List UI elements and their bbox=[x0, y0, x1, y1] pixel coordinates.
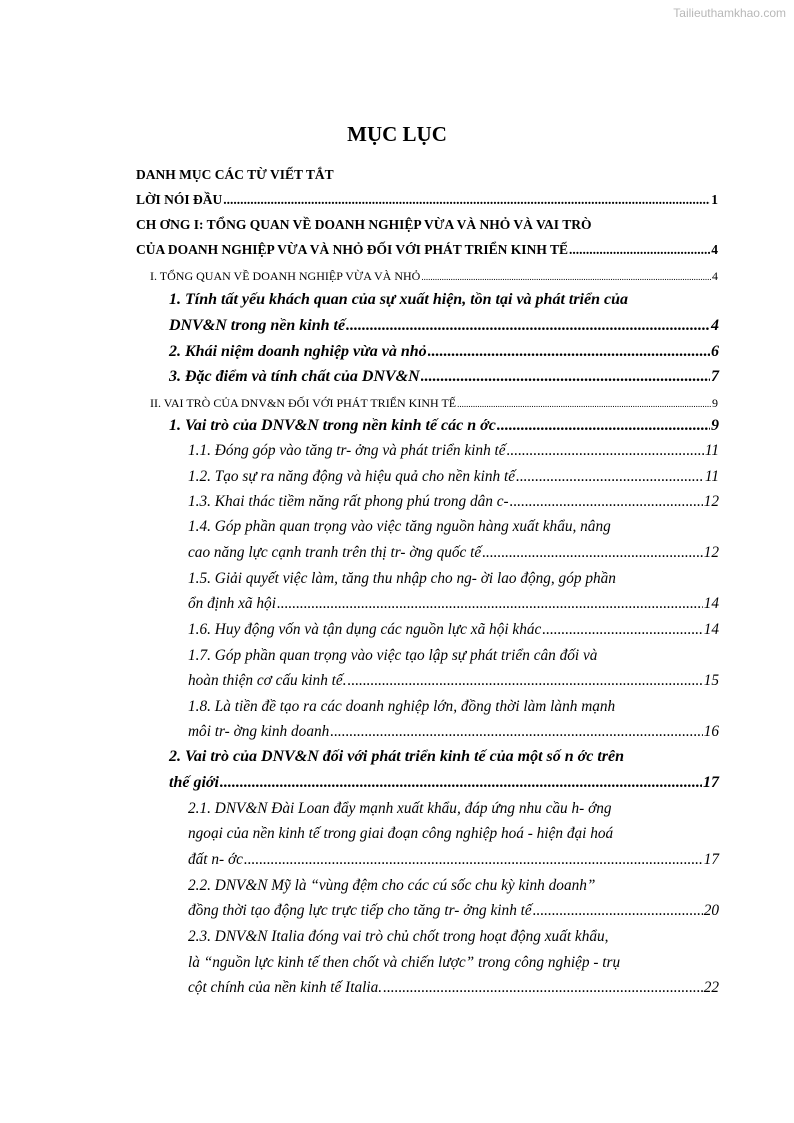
toc-page-number: 4 bbox=[711, 317, 719, 334]
toc-2-2-1-line1[interactable]: 2.1. DNV&N Đài Loan đẩy mạnh xuất khẩu, đáp ứng nhu cầu h- ớng bbox=[188, 800, 612, 817]
toc-2-1-7[interactable] bbox=[188, 669, 719, 693]
toc-page-number: 17 bbox=[703, 774, 719, 791]
toc-entry-text: 1.6. Huy động vốn và tận dụng các nguồn lực xã hội khác bbox=[188, 621, 542, 638]
toc-1-3[interactable] bbox=[169, 365, 719, 389]
toc-entry-text: ổn định xã hội bbox=[188, 595, 276, 612]
toc-page-number: 6 bbox=[711, 343, 719, 360]
toc-2-2-3-line1[interactable]: 2.3. DNV&N Italia đóng vai trò chủ chốt trong hoạt động xuất khẩu, bbox=[188, 928, 609, 945]
toc-entry-text: CỦA DOANH NGHIỆP VỪA VÀ NHỎ ĐỐI VỚI PHÁT TRIỂN KINH TẾ bbox=[136, 242, 568, 257]
toc-chapter1[interactable] bbox=[136, 238, 718, 262]
leader-dots bbox=[277, 592, 703, 616]
toc-section-2[interactable] bbox=[150, 391, 718, 415]
toc-2-1-5[interactable] bbox=[188, 592, 719, 616]
toc-entry-text: I. TỔNG QUAN VỀ DOANH NGHIỆP VỪA VÀ NHỎ bbox=[150, 269, 421, 283]
toc-entry-text: 3. Đặc điểm và tính chất của DNV&N bbox=[169, 368, 420, 385]
toc-entry-text: đồng thời tạo động lực trực tiếp cho tăng tr- ởng kinh tế bbox=[188, 902, 532, 919]
toc-page-number: 4 bbox=[712, 269, 718, 283]
toc-2-2[interactable] bbox=[169, 771, 719, 795]
leader-dots bbox=[223, 188, 710, 212]
toc-entry-text: môi tr- ờng kinh doanh bbox=[188, 723, 330, 740]
toc-page-number: 16 bbox=[703, 723, 719, 740]
toc-2-2-2-line1[interactable]: 2.2. DNV&N Mỹ là “vùng đệm cho các cú sốc chu kỳ kinh doanh” bbox=[188, 877, 596, 894]
toc-2-2-2[interactable] bbox=[188, 899, 719, 923]
toc-2-1-7-line1[interactable]: 1.7. Góp phần quan trọng vào việc tạo lập sự phát triển cân đối và bbox=[188, 647, 598, 664]
toc-section-1[interactable] bbox=[150, 264, 718, 288]
toc-entry-text: LỜI NÓI ĐẦU bbox=[136, 192, 223, 207]
toc-page-number: 12 bbox=[703, 493, 719, 510]
toc-2-1-5-line1[interactable]: 1.5. Giải quyết việc làm, tăng thu nhập cho ng- ời lao động, góp phần bbox=[188, 570, 616, 587]
toc-2-2-3-line2[interactable]: là “nguồn lực kinh tế then chốt và chiến lược” trong công nghiệp - trụ bbox=[188, 954, 621, 971]
toc-2-1-1[interactable] bbox=[188, 439, 719, 463]
toc-2-2-1-line2[interactable]: ngoại của nền kinh tế trong giai đoạn công nghiệp hoá - hiện đại hoá bbox=[188, 825, 614, 842]
toc-page-number: 9 bbox=[711, 417, 719, 434]
toc-entry-text: II. VAI TRÒ CỦA DNV&N ĐỐI VỚI PHÁT TRIỂN KINH TẾ bbox=[150, 396, 457, 410]
leader-dots bbox=[510, 490, 703, 514]
toc-page-number: 15 bbox=[703, 672, 719, 689]
toc-entry-text: cao năng lực cạnh tranh trên thị tr- ờng quốc tế bbox=[188, 544, 482, 561]
leader-dots bbox=[482, 541, 703, 565]
toc-entry-text: 1.2. Tạo sự ra năng động và hiệu quả cho nền kinh tế bbox=[188, 468, 515, 485]
toc-preface[interactable] bbox=[136, 188, 718, 212]
toc-entry-text: 2. Khái niệm doanh nghiệp vừa và nhỏ bbox=[169, 343, 427, 360]
toc-page-number: 9 bbox=[712, 396, 718, 410]
toc-page-number: 14 bbox=[703, 595, 719, 612]
toc-page-number: 11 bbox=[704, 442, 719, 459]
leader-dots bbox=[346, 314, 710, 338]
toc-page-number: 20 bbox=[703, 902, 719, 919]
toc-page-number: 7 bbox=[711, 368, 719, 385]
toc-page-number: 1 bbox=[711, 192, 718, 207]
leader-dots bbox=[383, 976, 703, 1000]
toc-entry-text: 1. Vai trò của DNV&N trong nền kinh tế các n ớc bbox=[169, 417, 496, 434]
leader-dots bbox=[497, 414, 710, 438]
leader-dots bbox=[569, 238, 710, 262]
toc-1-1-line1[interactable]: 1. Tính tất yếu khách quan của sự xuất hiện, tồn tại và phát triển của bbox=[169, 291, 628, 308]
leader-dots bbox=[533, 899, 703, 923]
toc-2-1-8[interactable] bbox=[188, 720, 719, 744]
leader-dots bbox=[244, 848, 703, 872]
toc-2-1-2[interactable] bbox=[188, 465, 719, 489]
leader-dots bbox=[516, 465, 704, 489]
toc-entry-text: cột chính của nền kinh tế Italia. bbox=[188, 979, 383, 996]
toc-2-1-4-line1[interactable]: 1.4. Góp phần quan trọng vào việc tăng nguồn hàng xuất khẩu, nâng bbox=[188, 518, 611, 535]
watermark-text: Tailieuthamkhao.com bbox=[673, 6, 786, 20]
toc-chapter1-line1[interactable]: CH ƠNG I: TỔNG QUAN VỀ DOANH NGHIỆP VỪA VÀ NHỎ VÀ VAI TRÒ bbox=[136, 217, 592, 232]
toc-2-2-3[interactable] bbox=[188, 976, 719, 1000]
leader-dots bbox=[421, 365, 710, 389]
toc-1-2[interactable] bbox=[169, 340, 719, 364]
toc-2-2-1[interactable] bbox=[188, 848, 719, 872]
toc-2-2-line1[interactable]: 2. Vai trò của DNV&N đối với phát triển kinh tế của một số n ớc trên bbox=[169, 748, 624, 765]
toc-page-number: 4 bbox=[711, 242, 718, 257]
page-title: MỤC LỤC bbox=[347, 122, 447, 146]
toc-entry-text: đất n- ớc bbox=[188, 851, 243, 868]
toc-entry-text: hoàn thiện cơ cấu kinh tế. bbox=[188, 672, 347, 689]
toc-entry-text: thế giới bbox=[169, 774, 219, 791]
toc-abbreviations[interactable]: DANH MỤC CÁC TỪ VIẾT TẮT bbox=[136, 167, 334, 182]
toc-page-number: 11 bbox=[704, 468, 719, 485]
toc-2-1[interactable] bbox=[169, 414, 719, 438]
leader-dots bbox=[330, 720, 702, 744]
toc-entry-text: 1.1. Đóng góp vào tăng tr- ởng và phát triển kinh tế bbox=[188, 442, 506, 459]
toc-entry-text: 1.3. Khai thác tiềm năng rất phong phú trong dân c- bbox=[188, 493, 509, 510]
leader-dots bbox=[428, 340, 710, 364]
leader-dots bbox=[348, 669, 703, 693]
toc-page-number: 17 bbox=[703, 851, 719, 868]
leader-dots bbox=[421, 265, 711, 289]
toc-page-number: 22 bbox=[703, 979, 719, 996]
leader-dots bbox=[542, 618, 702, 642]
toc-1-1[interactable] bbox=[169, 314, 719, 338]
toc-page-number: 12 bbox=[703, 544, 719, 561]
toc-page-number: 14 bbox=[703, 621, 719, 638]
toc-2-1-6[interactable] bbox=[188, 618, 719, 642]
leader-dots bbox=[507, 439, 704, 463]
toc-2-1-3[interactable] bbox=[188, 490, 719, 514]
leader-dots bbox=[220, 771, 702, 795]
toc-2-1-4[interactable] bbox=[188, 541, 719, 565]
leader-dots bbox=[457, 392, 711, 416]
toc-entry-text: DNV&N trong nền kinh tế bbox=[169, 317, 346, 334]
toc-2-1-8-line1[interactable]: 1.8. Là tiền đề tạo ra các doanh nghiệp lớn, đồng thời làm lành mạnh bbox=[188, 698, 616, 715]
